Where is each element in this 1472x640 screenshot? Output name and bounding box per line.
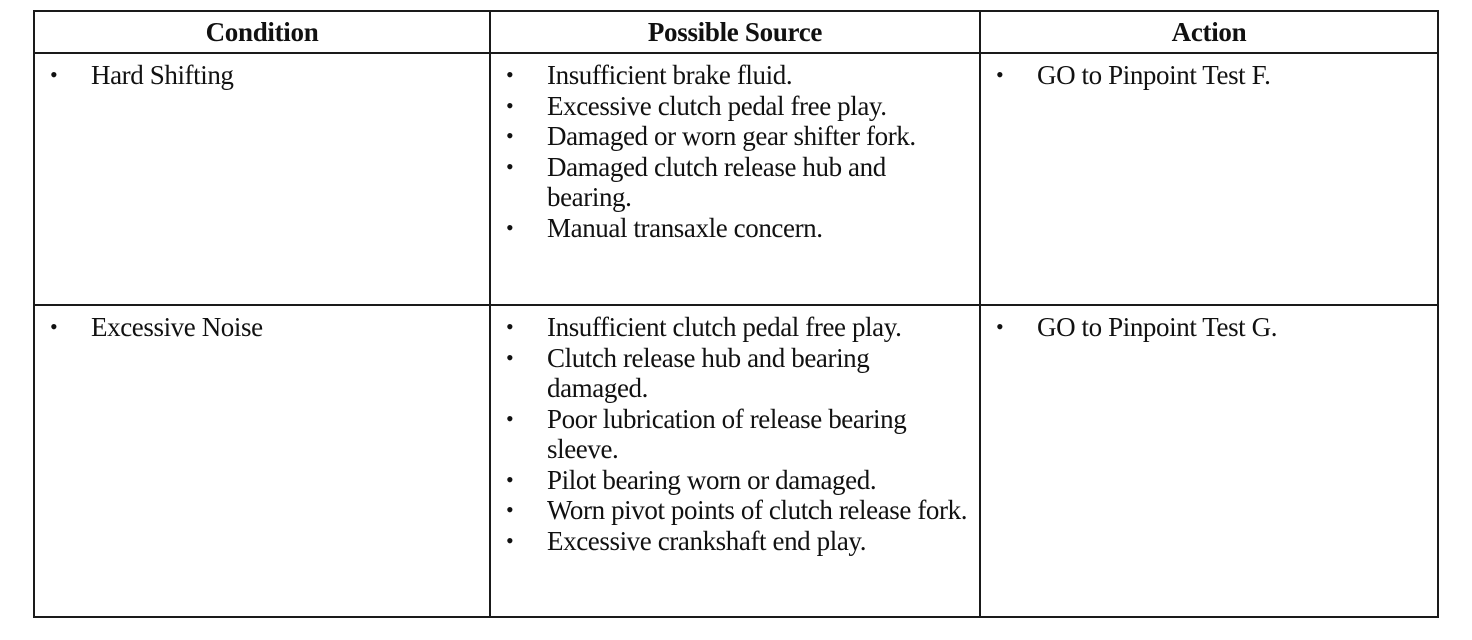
list-item — [491, 91, 969, 122]
action-list — [981, 306, 1437, 343]
source-text: Manual transaxle concern. — [547, 212, 823, 243]
action-cell — [980, 53, 1438, 305]
list-item — [491, 152, 969, 213]
bullet-icon: • — [996, 314, 1004, 339]
list-item — [491, 343, 969, 404]
list-item — [35, 60, 479, 91]
source-text: Excessive clutch pedal free play. — [547, 90, 887, 121]
bullet-icon: • — [50, 62, 58, 87]
bullet-icon: • — [996, 62, 1004, 87]
condition-list — [35, 306, 489, 343]
bullet-icon: • — [506, 214, 514, 240]
list-item — [981, 312, 1427, 343]
source-list — [491, 54, 979, 243]
bullet-icon: • — [506, 405, 514, 431]
header-possible-source: Possible Source — [490, 11, 980, 53]
source-cell — [490, 53, 980, 305]
source-text: Damaged or worn gear shifter fork. — [547, 121, 916, 151]
bullet-icon: • — [506, 527, 514, 553]
condition-text: Hard Shifting — [91, 60, 234, 90]
source-text: Insufficient brake fluid. — [547, 60, 793, 90]
condition-cell — [34, 53, 490, 305]
header-action: Action — [980, 11, 1438, 53]
list-item — [491, 121, 969, 152]
action-list — [981, 54, 1437, 91]
bullet-icon: • — [506, 123, 514, 148]
header-row — [34, 11, 1438, 53]
table-row — [34, 53, 1438, 305]
source-text: Pilot bearing worn or damaged. — [547, 464, 877, 495]
bullet-icon: • — [506, 153, 514, 179]
source-cell — [490, 305, 980, 617]
list-item — [491, 404, 969, 465]
condition-text: Excessive Noise — [91, 312, 263, 342]
source-text: Excessive crankshaft end play. — [547, 525, 867, 556]
source-text: Clutch release hub and bearing damaged. — [547, 342, 870, 403]
list-item — [35, 312, 479, 343]
source-text: Poor lubrication of release bearing sleeve. — [547, 403, 907, 464]
bullet-icon: • — [506, 92, 514, 118]
list-item — [491, 60, 969, 91]
action-cell — [980, 305, 1438, 617]
header-condition: Condition — [34, 11, 490, 53]
list-item — [491, 495, 969, 526]
source-text: Worn pivot points of clutch release fork. — [547, 495, 968, 525]
list-item — [491, 465, 969, 496]
bullet-icon: • — [506, 497, 514, 522]
list-item — [491, 312, 969, 343]
bullet-icon: • — [506, 62, 514, 87]
diagnosis-table — [33, 10, 1439, 618]
list-item — [491, 213, 969, 244]
condition-list — [35, 54, 489, 91]
source-list — [491, 306, 979, 556]
condition-cell — [34, 305, 490, 617]
bullet-icon: • — [506, 466, 514, 492]
bullet-icon: • — [506, 344, 514, 370]
bullet-icon: • — [50, 314, 58, 339]
table-row — [34, 305, 1438, 617]
action-text: GO to Pinpoint Test G. — [1037, 312, 1278, 342]
action-text: GO to Pinpoint Test F. — [1037, 60, 1271, 90]
list-item — [491, 526, 969, 557]
source-text: Damaged clutch release hub and bearing. — [547, 151, 886, 212]
bullet-icon: • — [506, 314, 514, 339]
list-item — [981, 60, 1427, 91]
source-text: Insufficient clutch pedal free play. — [547, 312, 902, 342]
